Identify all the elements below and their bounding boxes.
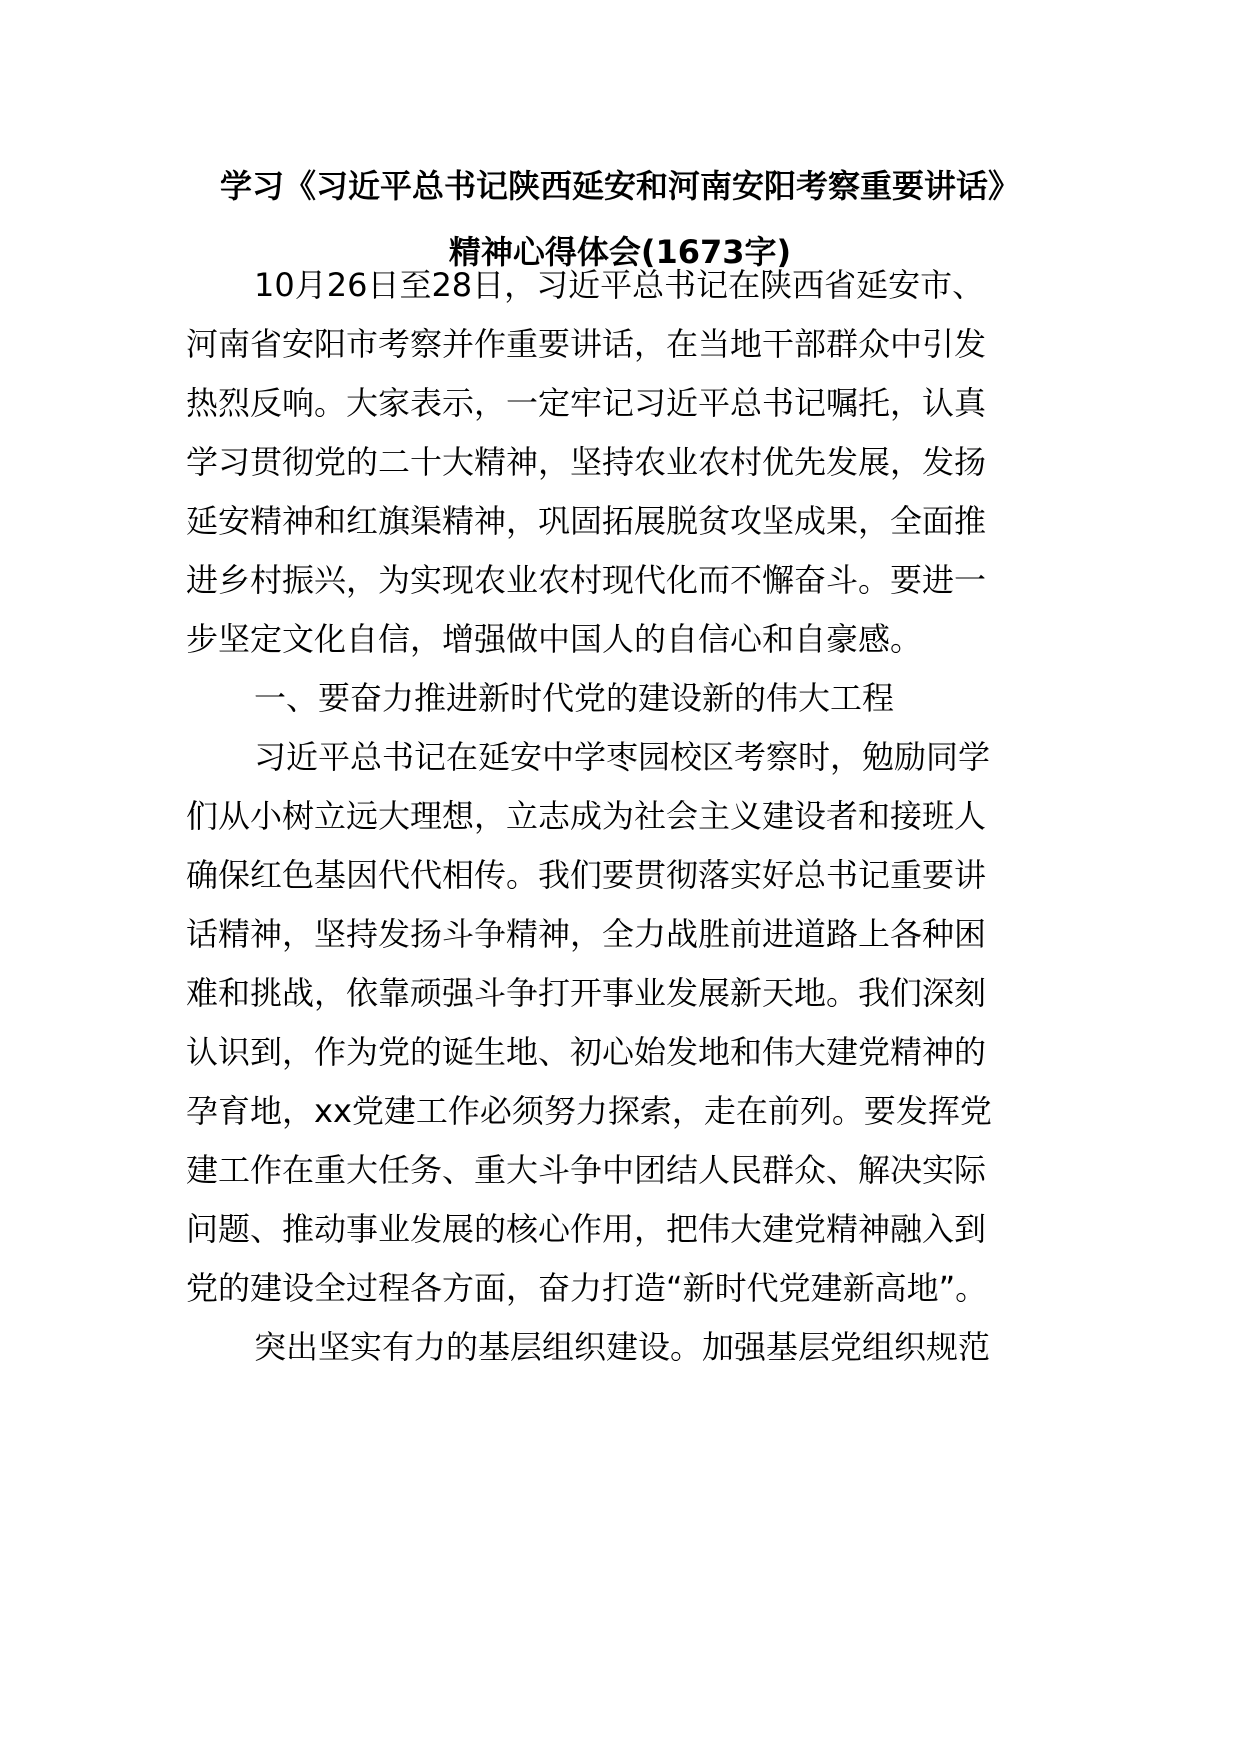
paragraph-line: 突出坚实有力的基层组织建设。加强基层党组织规范 <box>254 1328 991 1366</box>
paragraph-line: 河南省安阳市考察并作重要讲话，在当地干部群众中引发 <box>186 325 987 363</box>
document-title-line-1: 学习《习近平总书记陕西延安和河南安阳考察重要讲话》 <box>219 167 1020 205</box>
paragraph-line: 习近平总书记在延安中学枣园校区考察时，勉励同学 <box>254 738 991 776</box>
document-title-line-2: 精神心得体会(1673字) <box>448 233 792 271</box>
paragraph-line: 热烈反响。大家表示，一定牢记习近平总书记嘱托，认真 <box>186 384 987 422</box>
paragraph-line: 问题、推动事业发展的核心作用，把伟大建党精神融入到 <box>186 1210 987 1248</box>
paragraph-line: 步坚定文化自信，增强做中国人的自信心和自豪感。 <box>186 620 923 658</box>
paragraph-line: 建工作在重大任务、重大斗争中团结人民群众、解决实际 <box>186 1151 987 1189</box>
paragraph-line: 孕育地，xx党建工作必须努力探索，走在前列。要发挥党 <box>186 1092 992 1130</box>
paragraph-line: 学习贯彻党的二十大精神，坚持农业农村优先发展，发扬 <box>186 443 987 481</box>
paragraph-line: 们从小树立远大理想，立志成为社会主义建设者和接班人 <box>186 797 987 835</box>
paragraph-line: 延安精神和红旗渠精神，巩固拓展脱贫攻坚成果，全面推 <box>186 502 987 540</box>
section-heading: 一、要奋力推进新时代党的建设新的伟大工程 <box>254 679 895 717</box>
paragraph-line: 难和挑战，依靠顽强斗争打开事业发展新天地。我们深刻 <box>186 974 987 1012</box>
paragraph-line: 话精神，坚持发扬斗争精神，全力战胜前进道路上各种困 <box>186 915 987 953</box>
paragraph-line: 进乡村振兴，为实现农业农村现代化而不懈奋斗。要进一 <box>186 561 987 599</box>
paragraph-line: 认识到，作为党的诞生地、初心始发地和伟大建党精神的 <box>186 1033 987 1071</box>
paragraph-line: 确保红色基因代代相传。我们要贯彻落实好总书记重要讲 <box>186 856 987 894</box>
paragraph-line: 10月26日至28日，习近平总书记在陕西省延安市、 <box>254 266 985 304</box>
paragraph-line: 党的建设全过程各方面，奋力打造“新时代党建新高地”。 <box>186 1269 988 1307</box>
